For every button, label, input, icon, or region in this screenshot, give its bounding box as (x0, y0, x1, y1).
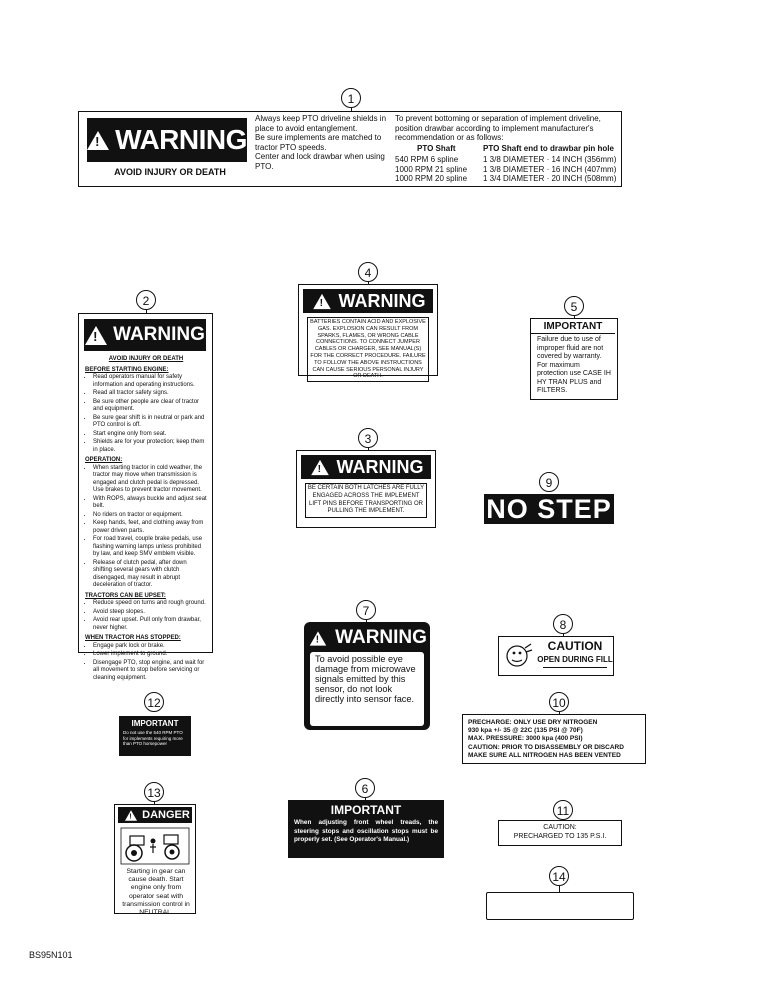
decal-13-danger-banner (118, 807, 192, 823)
decal-4-warning-text: WARNING (338, 290, 426, 311)
decal-7-microwave-warning (304, 622, 430, 730)
callout-1: 1 (341, 88, 361, 108)
decal-11-line2: PRECHARGED TO 135 P.S.I. (513, 833, 607, 840)
decal-2-title: AVOID INJURY OR DEATH (108, 356, 184, 362)
decal-3-latch-warning (296, 450, 436, 528)
decal-7-text: To avoid possible eye damage from microwave signals emitted by this sensor, do not look directly into sensor face. (310, 652, 424, 726)
decal-2-item: • Release of clutch pedal, after down shifting several gears with clutch disengaged, may result in abrupt deceleration of tractor. (93, 560, 207, 590)
decal-3-warning-text: WARNING (336, 456, 424, 477)
decal-2-item: • Read all tractor safety signs. (93, 390, 207, 398)
decal-6-text: When adjusting front wheel treads, the steering stops and oscillation stops must be properly set. (See Operator's Manual.) (294, 819, 438, 843)
decal-9-no-step: NO STEP (484, 494, 614, 524)
warning-triangle-icon (87, 131, 109, 150)
decal-5-important-fluid (530, 318, 618, 400)
decal-8-caution: CAUTION (547, 639, 603, 653)
figure-code: BS95N101 (29, 950, 73, 960)
decal-5-title: IMPORTANT (531, 321, 615, 334)
warning-triangle-icon (125, 810, 137, 820)
decal-2-item: • With ROPS, always buckle and adjust seat belt. (93, 496, 207, 511)
callout-2: 2 (136, 290, 156, 310)
decal-10-text (468, 719, 644, 760)
decal-8-arrow (543, 667, 607, 668)
decal-1-cell: 1 3/4 DIAMETER · 20 INCH (508mm) (483, 174, 617, 183)
decal-2-body (85, 356, 207, 683)
decal-10-line: MAKE SURE ALL NITROGEN HAS BEEN VENTED (468, 751, 621, 759)
decal-2-item: • Reduce speed on turns and rough ground. (93, 600, 207, 608)
decal-10-line: CAUTION: PRIOR TO DISASSEMBLY OR DISCARD (468, 743, 624, 751)
decal-12-important (119, 716, 191, 756)
decal-7-warning-banner (308, 625, 426, 651)
decal-2-section-header: BEFORE STARTING ENGINE: (85, 366, 169, 373)
decal-2-item: • Be sure gear shift is in neutral or park and PTO control is off. (93, 415, 207, 430)
decal-1-pto-warning (78, 111, 622, 187)
decal-1-bullet: Always keep PTO driveline shields in place to avoid entanglement. (255, 114, 387, 133)
decal-2-item: • Avoid steep slopes. (93, 609, 207, 617)
decal-1-cell: 540 RPM 6 spline (395, 155, 459, 164)
decal-5-text: Failure due to use of improper fluid are not covered by warranty. For maximum protection use CASE IH HY TRAN PLUS and FILTERS. (537, 336, 611, 394)
decal-10-line: PRECHARGE: ONLY USE DRY NITROGEN (468, 719, 598, 726)
callout-9: 9 (539, 472, 559, 492)
decal-1-avoid-text: AVOID INJURY OR DEATH (114, 167, 226, 177)
decal-1-warning-banner (87, 118, 247, 162)
decal-4-battery-warning (298, 284, 438, 380)
callout-4: 4 (358, 262, 378, 282)
callout-12: 12 (144, 692, 164, 712)
decal-2-item: • Be sure other people are clear of tractor and equipment. (93, 399, 207, 414)
callout-14: 14 (549, 866, 569, 886)
decal-2-section-header: WHEN TRACTOR HAS STOPPED: (85, 635, 181, 641)
decal-2-item: • Shields are for your protection; keep them in place. (93, 439, 207, 454)
decal-2-section-header: OPERATION: (85, 457, 123, 463)
warning-triangle-icon (311, 459, 329, 474)
decal-2-tractor-warning (78, 313, 213, 681)
decal-2-item: • Read operators manual for safety information and operating instructions. (93, 374, 207, 389)
callout-8: 8 (553, 614, 573, 634)
decal-1-cell: 1000 RPM 21 spline (395, 164, 468, 174)
decal-13-text: Starting in gear can cause death. Start engine only from operator seat with transmission control in NEUTRAL. (122, 868, 190, 917)
decal-1-table-row (395, 155, 621, 165)
decal-2-section-header: TRACTORS CAN BE UPSET: (85, 592, 166, 599)
callout-3: 3 (358, 428, 378, 448)
decal-10-line: 930 kpa +/- 35 @ 22C (135 PSI @ 70F) (468, 727, 583, 735)
decal-13-danger (114, 804, 196, 917)
decal-2-item: • Engage park lock or brake. (93, 643, 207, 651)
decal-2-item: • Avoid rear upset. Pull only from drawbar, never higher. (93, 617, 207, 632)
decal-3-warning-banner (301, 455, 431, 479)
decal-1-bullet: Center and lock drawbar when using PTO. (255, 152, 385, 171)
decal-2-item: • Lower implement to ground. (93, 651, 207, 659)
decal-3-text: BE CERTAIN BOTH LATCHES ARE FULLY ENGAGED ACROSS THE IMPLEMENT LIFT PINS BEFORE TRANSPORTING OR PULLING THE IMPLEMENT. (305, 483, 427, 518)
decal-2-item: • For road travel, couple brake pedals, use flashing warning lamps unless prohibited by law, and keep SMV emblem visible. (93, 536, 207, 559)
decal-1-table-row (395, 174, 621, 184)
decal-1-table-row (395, 165, 621, 175)
decal-12-title: IMPORTANT (131, 719, 179, 728)
warning-triangle-icon (310, 631, 327, 645)
decal-12-text: Do not use the 540 RPM PTO for implements requiring more than PTO horsepower (123, 730, 183, 746)
decal-13-danger-text: DANGER (142, 809, 190, 821)
operator-face-icon (503, 642, 533, 670)
decal-2-item: • When starting tractor in cold weather, the tractor may move when transmission is engaged and clutch pedal is depressed. Use brakes to prevent tractor movement. (93, 465, 207, 495)
decal-1-warning-text: WARNING (115, 124, 247, 155)
decal-11-precharge (498, 820, 622, 846)
decal-1-col2-header: PTO Shaft end to drawbar pin hole (483, 144, 614, 153)
decal-1-bullets (255, 114, 397, 171)
decal-1-cell: 1000 RPM 20 spline (395, 174, 468, 183)
decal-2-item: • No riders on tractor or equipment. (93, 512, 207, 520)
decal-8-sub: OPEN DURING FILL (537, 655, 613, 664)
callout-7: 7 (356, 600, 376, 620)
tractor-runover-icon-svg (120, 827, 190, 865)
operator-face-icon-svg (503, 642, 533, 670)
decal-2-item: • Keep hands, feet, and clothing away from power driven parts. (93, 520, 207, 535)
decal-14-blank (486, 892, 634, 920)
decal-10-nitrogen (462, 714, 646, 764)
warning-triangle-icon (85, 326, 107, 345)
callout-11: 11 (553, 800, 573, 820)
warning-triangle-icon (313, 293, 331, 308)
tractor-runover-icon (120, 827, 190, 865)
decal-4-text: BATTERIES CONTAIN ACID AND EXPLOSIVE GAS. EXPLOSION CAN RESULT FROM SPARKS, FLAMES, OR WRONG CABLE CONNECTIONS. TO CONNECT JUMPER CABLES OR CHARGER, SEE MANUAL(S) FOR THE CORRECT PROCEDURE. FAILURE TO FOLLOW THE ABOVE INSTRUCTIONS CAN CAUSE SERIOUS PERSONAL INJURY OR DEATH. (307, 317, 429, 382)
decal-6-important-tread (288, 800, 444, 858)
decal-10-line: MAX. PRESSURE: 3000 kpa (400 PSI) (468, 735, 583, 743)
decal-1-table (395, 155, 621, 184)
decal-1-cell: 1 3/8 DIAMETER · 16 INCH (407mm) (483, 164, 617, 174)
callout-10: 10 (549, 692, 569, 712)
decal-2-warning-banner (84, 319, 206, 351)
callout-13: 13 (144, 782, 164, 802)
decal-7-warning-text: WARNING (335, 627, 427, 648)
decal-1-col1-header: PTO Shaft (417, 144, 456, 153)
decal-1-bullet: Be sure implements are matched to tractor PTO speeds. (255, 133, 382, 152)
decal-4-warning-banner (303, 289, 433, 313)
decal-1-cell: 1 3/8 DIAMETER · 14 INCH (356mm) (483, 155, 617, 164)
callout-6: 6 (355, 778, 375, 798)
decal-8-caution-fill (498, 636, 614, 676)
decal-2-item: • Start engine only from seat. (93, 431, 207, 439)
decal-2-warning-text: WARNING (113, 324, 205, 345)
callout-5: 5 (564, 296, 584, 316)
decal-11-line1: CAUTION: (543, 824, 577, 831)
decal-1-right-text: To prevent bottoming or separation of implement driveline, position drawbar according to implement manufacturer's recommendation or as follows: (395, 114, 601, 142)
decal-2-item: • Disengage PTO, stop engine, and wait for all movement to stop before servicing or cleaning equipment. (93, 660, 207, 683)
decal-6-title: IMPORTANT (330, 803, 402, 817)
